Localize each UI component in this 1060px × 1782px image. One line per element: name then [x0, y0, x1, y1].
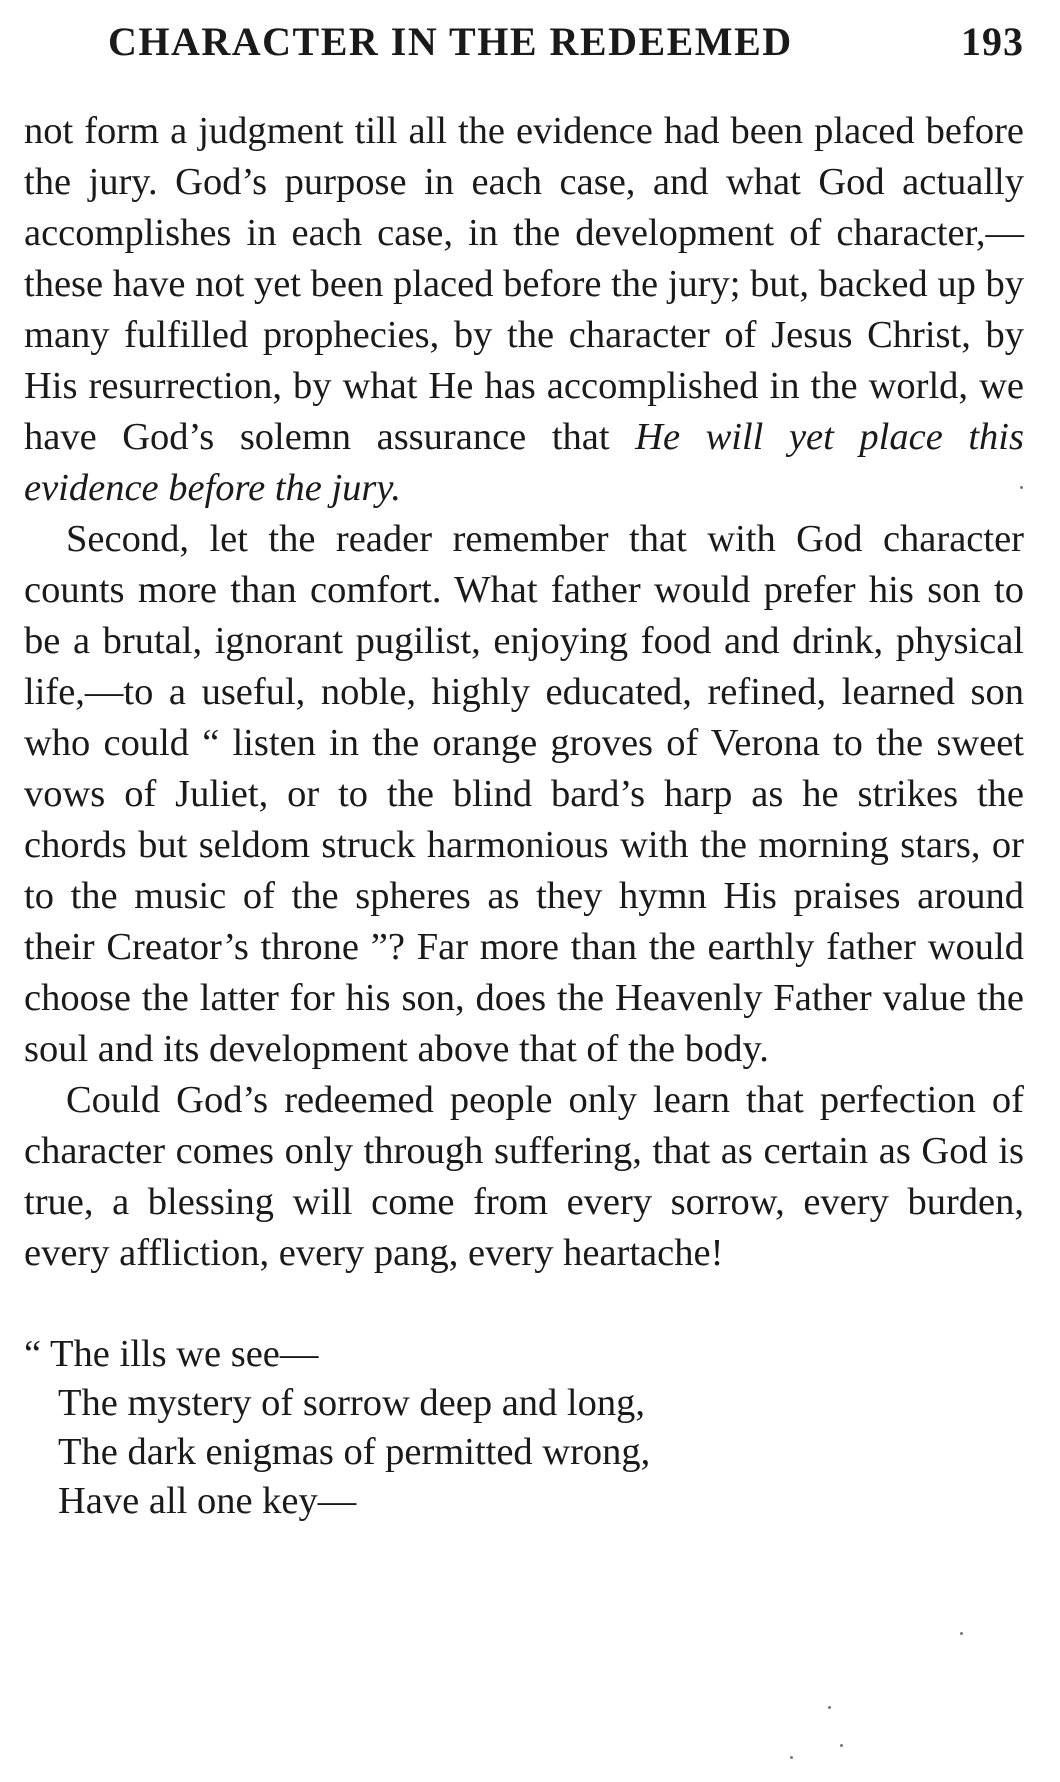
running-head [24, 18, 1024, 78]
poem-line: Have all one key— [58, 1480, 357, 1522]
body-text [24, 106, 1024, 1279]
scan-speck [840, 1744, 843, 1747]
paragraph-character-vs-comfort: Second, let the reader remember that with God character counts more than comfort. What father would prefer his son to be a brutal, ignorant pugilist, enjoying food and drink, physical life,—to a useful, noble, highly educated, refined, learned son who could “ listen in the orange groves of Verona to the sweet vows of Juliet, or to the blind bard’s harp as he strikes the chords but seldom struck harmonious with the morning stars, or to the music of the spheres as they hymn His praises around their Creator’s throne ”? Far more than the earthly father would choose the latter for his son, does the Heavenly Father value the soul and its development above that of the body. [24, 518, 1024, 1070]
poem-quotation [24, 1330, 1024, 1526]
chapter-title: CHARACTER IN THE REDEEMED [108, 19, 793, 64]
scan-speck [790, 1756, 793, 1759]
page-number: 193 [961, 19, 1024, 64]
poem-line: The mystery of sorrow deep and long, [58, 1382, 645, 1424]
scan-speck [1020, 486, 1023, 489]
paragraph-continued [24, 106, 1024, 514]
paragraph-text: not form a judgment till all the evidence had been placed before the jury. God’s purpose in each case, and what God actually accomplishes in each case, in the development of character,—these have not yet been placed before the jury; but, backed up by many fulfilled prophecies, by the character of Jesus Christ, by His resurrection, by what He has accomplished in the world, we have God’s solemn assurance that [24, 110, 1024, 458]
paragraph-perfection-through-suffering: Could God’s redeemed people only learn that perfection of character comes only through suffering, that as certain as God is true, a blessing will come from every sorrow, every burden, every affliction, every pang, every heartache! [24, 1079, 1024, 1274]
scan-speck [828, 1706, 831, 1709]
book-page [24, 18, 1024, 1526]
emphasized-text: He will yet place this evidence before the jury. [24, 416, 1024, 509]
poem-line: “ The ills we see— [24, 1333, 319, 1375]
poem-line: The dark enigmas of permitted wrong, [58, 1431, 651, 1473]
scan-speck [960, 1632, 963, 1635]
